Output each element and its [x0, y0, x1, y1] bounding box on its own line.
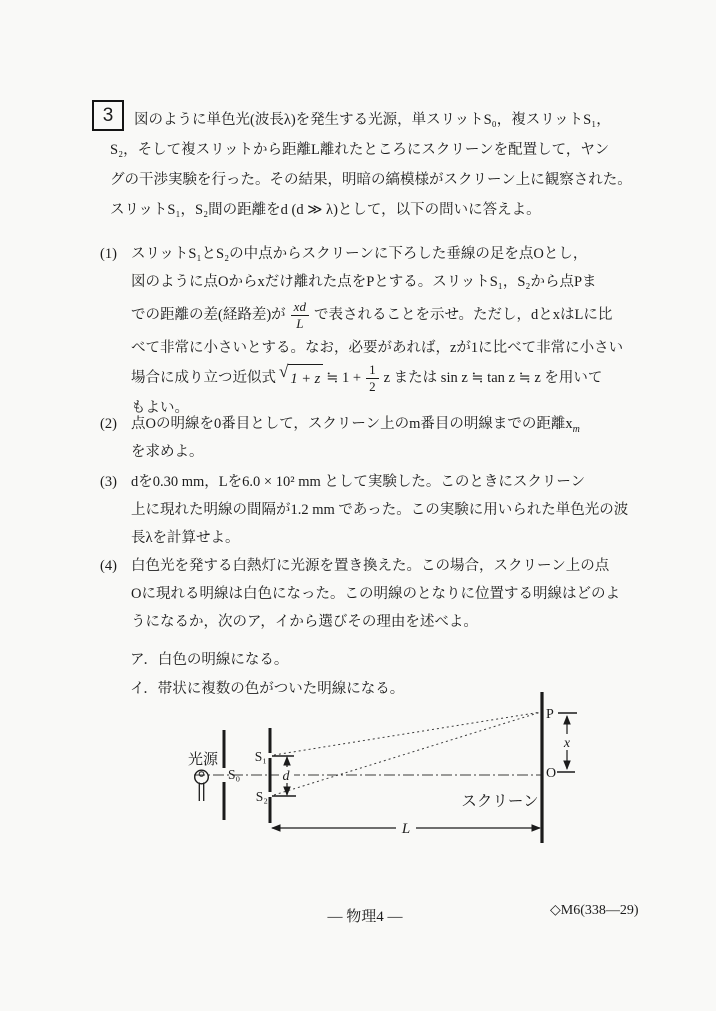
- x-label: x: [563, 736, 571, 751]
- question-1-line-5: [92, 362, 652, 394]
- question-1-line-4: べて非常に小さいとする。なお，必要があれば，zが1に比べて非常に小さい: [131, 340, 624, 356]
- q1-line5-post: z または sin z ≒ tan z ≒ z を用いて: [383, 370, 603, 386]
- half-denominator: 2: [369, 378, 376, 394]
- l-label: L: [401, 821, 411, 837]
- question-3-marker: (3): [100, 474, 117, 490]
- question-1-line-6: もよい。: [131, 400, 189, 416]
- question-3-line-3: 長λを計算せよ。: [131, 530, 240, 546]
- question-4-marker: (4): [100, 558, 117, 574]
- ray-s1-to-p: [274, 712, 541, 755]
- one-half-fraction: [366, 362, 379, 394]
- s1-label: S₁: [254, 749, 267, 764]
- footer-document-code: ◇M6(338—29): [550, 903, 639, 918]
- path-difference-fraction: [291, 299, 309, 331]
- choice-i: イ．帯状に複数の色がついた明線になる。: [130, 680, 405, 697]
- footer-page-label: — 物理4 —: [327, 909, 403, 925]
- apparatus-diagram: [150, 690, 630, 870]
- intro-line-4: スリットS₁，S₂間の距離をd (d ≫ λ)として，以下の問いに答えよ。: [110, 202, 541, 218]
- q2-line1-main: 点Oの明線を0番目として，スクリーン上のm番目の明線までの距離x: [131, 416, 573, 432]
- intro-line-1: 図のように単色光(波長λ)を発生する光源，単スリットS₀，複スリットS₁，: [134, 112, 611, 128]
- question-1: [92, 240, 652, 422]
- question-1-line-1: スリットS₁とS₂の中点からスクリーンに下ろした垂線の足を点Oとし，: [131, 246, 588, 262]
- choice-a: ア．白色の明線になる。: [130, 652, 289, 668]
- question-2-line-1: [92, 410, 652, 438]
- screen-label: スクリーン: [461, 793, 539, 810]
- question-3-line-2: 上に現れた明線の間隔が1.2 mm であった。この実験に用いられた単色光の波: [131, 502, 629, 518]
- question-1-line-2: 図のように点Oからxだけ離れた点をPとする。スリットS₁，S₂から点Pま: [131, 274, 597, 290]
- problem-number-box: [92, 100, 124, 131]
- intro-line-2: S₂，そして複スリットから距離L離れたところにスクリーンを配置して，ヤン: [110, 142, 610, 158]
- intro-line-3: グの干渉実験を行った。その結果，明暗の縞模様がスクリーン上に観察された。: [110, 172, 632, 188]
- question-1-marker: (1): [100, 246, 117, 262]
- question-3: [92, 468, 652, 552]
- p-label: P: [546, 707, 554, 722]
- question-4-line-3: うになるか，次のア，イから選びその理由を述べよ。: [131, 614, 478, 630]
- fraction-denominator: L: [296, 315, 304, 331]
- question-4: [92, 552, 652, 703]
- question-2-line-2: を求めよ。: [131, 444, 204, 460]
- s0-label: S₀: [228, 767, 241, 782]
- q1-line3-post: で表されることを示せ。ただし，dとxはLに比: [313, 307, 613, 323]
- problem-intro: [92, 98, 652, 225]
- q1-line5-pre: 場合に成り立つ近似式: [131, 370, 276, 386]
- lamp-icon: [195, 770, 209, 784]
- fraction-numerator: xd: [291, 299, 309, 316]
- question-3-line-1: dを0.30 mm，Lを6.0 × 10² mm として実験した。このときにスクリーン: [131, 474, 586, 490]
- question-4-line-1: 白色光を発する白熱灯に光源を置き換えた。この場合，スクリーン上の点: [131, 558, 610, 574]
- lamp-filament-icon: [199, 772, 204, 777]
- question-2: [92, 410, 652, 466]
- q1-line5-mid: ≒ 1 +: [326, 370, 362, 386]
- sqrt-argument: 1 + z: [288, 364, 323, 393]
- question-4-line-2: Oに現れる明線は白色になった。この明線のとなりに位置する明線はどのよ: [131, 586, 620, 602]
- light-source-label: 光源: [187, 752, 219, 768]
- o-label: O: [546, 766, 557, 781]
- d-label: d: [282, 769, 290, 784]
- question-1-line-3: [92, 296, 652, 334]
- ray-s2-to-p: [274, 712, 541, 795]
- problem-number: 3: [102, 105, 114, 126]
- question-2-marker: (2): [100, 416, 117, 432]
- diagram-svg: [150, 690, 630, 870]
- q1-line3-pre: での距離の差(経路差)が: [131, 307, 286, 323]
- sqrt-expression: [279, 361, 323, 393]
- s2-label: S₂: [255, 789, 268, 804]
- radical-sign: √: [279, 361, 289, 381]
- half-numerator: 1: [366, 362, 379, 379]
- q2-subscript-m: m: [572, 424, 580, 435]
